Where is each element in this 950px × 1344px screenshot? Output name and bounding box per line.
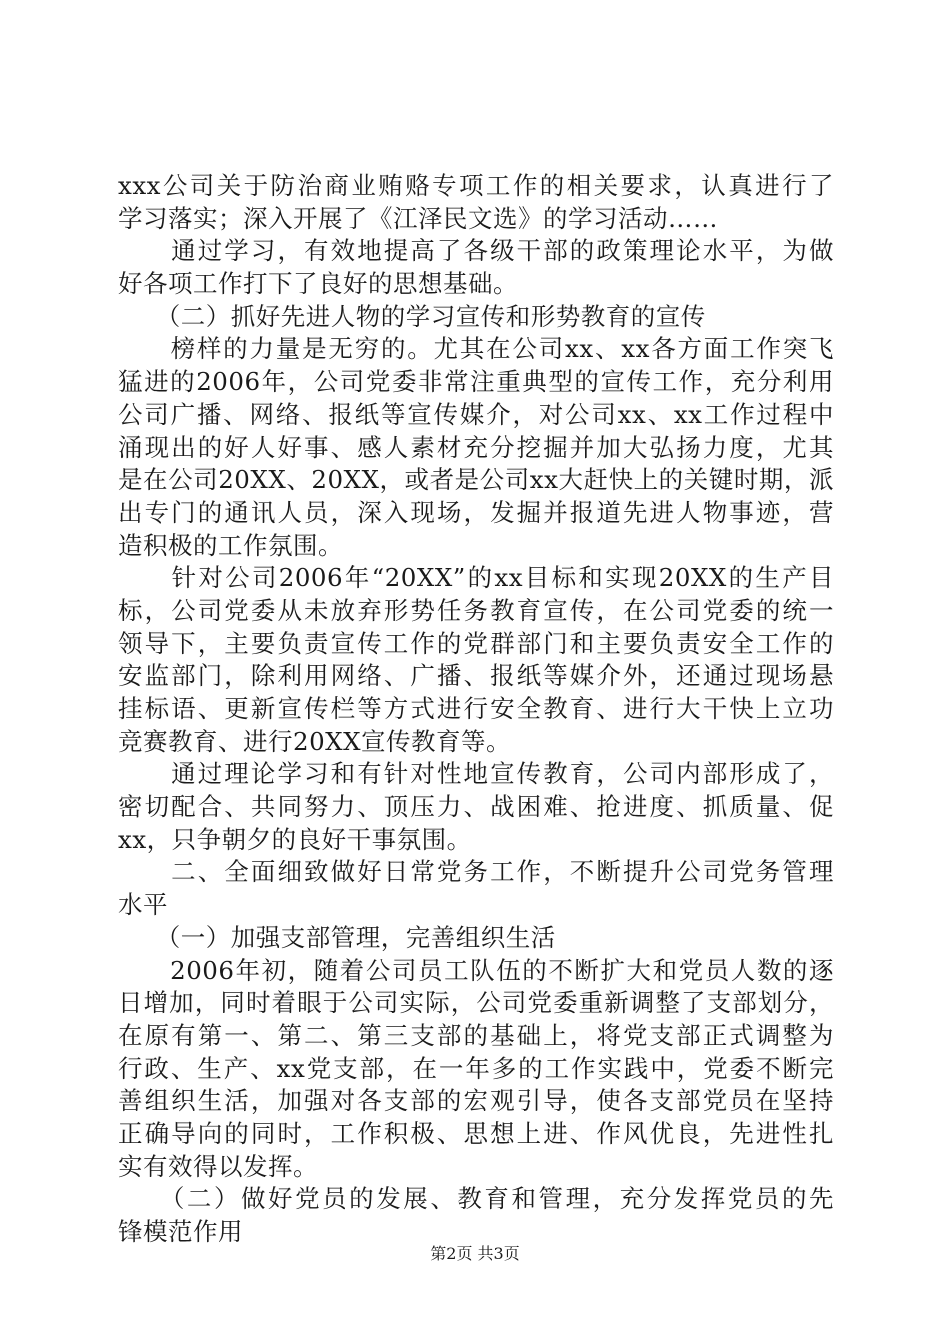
text-line: 密切配合、共同努力、顶压力、战困难、抢进度、抓质量、促 — [118, 792, 834, 822]
text-line: 日增加，同时着眼于公司实际，公司党委重新调整了支部划分， — [118, 988, 834, 1018]
text-line: 竞赛教育、进行20XX宣传教育等。 — [118, 726, 512, 756]
text-line: xxx公司关于防治商业贿赂专项工作的相关要求，认真进行了 — [118, 171, 834, 200]
text-line: 实有效得以发挥。 — [118, 1151, 318, 1181]
page-number: 第2页 共3页 — [430, 1244, 520, 1263]
text-line: 通过学习，有效地提高了各级干部的政策理论水平，为做 — [118, 236, 834, 266]
section-heading: （二）做好党员的发展、教育和管理，充分发挥党员的先 — [118, 1184, 834, 1214]
text-line: 标，公司党委从未放弃形势任务教育宣传，在公司党委的统一 — [118, 595, 834, 625]
section-heading: 二、全面细致做好日常党务工作，不断提升公司党务管理 — [118, 857, 834, 887]
text-line: 行政、生产、xx党支部，在一年多的工作实践中，党委不断完 — [118, 1053, 834, 1083]
text-line: xx，只争朝夕的良好干事氛围。 — [118, 824, 472, 854]
text-line: 针对公司2006年“20XX”的xx目标和实现20XX的生产目 — [118, 563, 834, 593]
text-line: 挂标语、更新宣传栏等方式进行安全教育、进行大干快上立功 — [118, 694, 834, 723]
text-line: 正确导向的同时，工作积极、思想上进、作风优良，先进性扎 — [118, 1118, 834, 1148]
text-line: 榜样的力量是无穷的。尤其在公司xx、xx各方面工作突飞 — [118, 334, 834, 364]
text-line: 涌现出的好人好事、感人素材充分挖掘并加大弘扬力度，尤其 — [118, 432, 834, 462]
text-line: 学习落实；深入开展了《江泽民文选》的学习活动…… — [118, 203, 718, 233]
text-line: 猛进的2006年，公司党委非常注重典型的宣传工作，充分利用 — [118, 367, 834, 397]
section-heading: 水平 — [118, 890, 168, 920]
text-line: 通过理论学习和有针对性地宣传教育，公司内部形成了， — [118, 759, 834, 789]
page-footer — [0, 1244, 950, 1264]
text-line: 好各项工作打下了良好的思想基础。 — [118, 269, 518, 299]
section-heading: （二）抓好先进人物的学习宣传和形势教育的宣传 — [118, 301, 706, 331]
section-heading: 锋模范作用 — [118, 1217, 243, 1246]
text-line: 善组织生活，加强对各支部的宏观引导，使各支部党员在坚持 — [118, 1086, 834, 1116]
text-line: 2006年初，随着公司员工队伍的不断扩大和党员人数的逐 — [118, 955, 834, 985]
text-line: 出专门的通讯人员，深入现场，发掘并报道先进人物事迹，营 — [118, 497, 834, 527]
text-line: 在原有第一、第二、第三支部的基础上，将党支部正式调整为 — [118, 1020, 834, 1050]
text-line: 领导下，主要负责宣传工作的党群部门和主要负责安全工作的 — [118, 628, 834, 658]
text-line: 是在公司20XX、20XX，或者是公司xx大赶快上的关键时期，派 — [118, 465, 834, 495]
section-heading: （一）加强支部管理，完善组织生活 — [118, 922, 556, 952]
text-line: 安监部门，除利用网络、广播、报纸等媒介外，还通过现场悬 — [118, 661, 834, 691]
text-line: 造积极的工作氛围。 — [118, 530, 343, 560]
text-line: 公司广播、网络、报纸等宣传媒介，对公司xx、xx工作过程中 — [118, 399, 834, 429]
document-body — [118, 170, 834, 1249]
